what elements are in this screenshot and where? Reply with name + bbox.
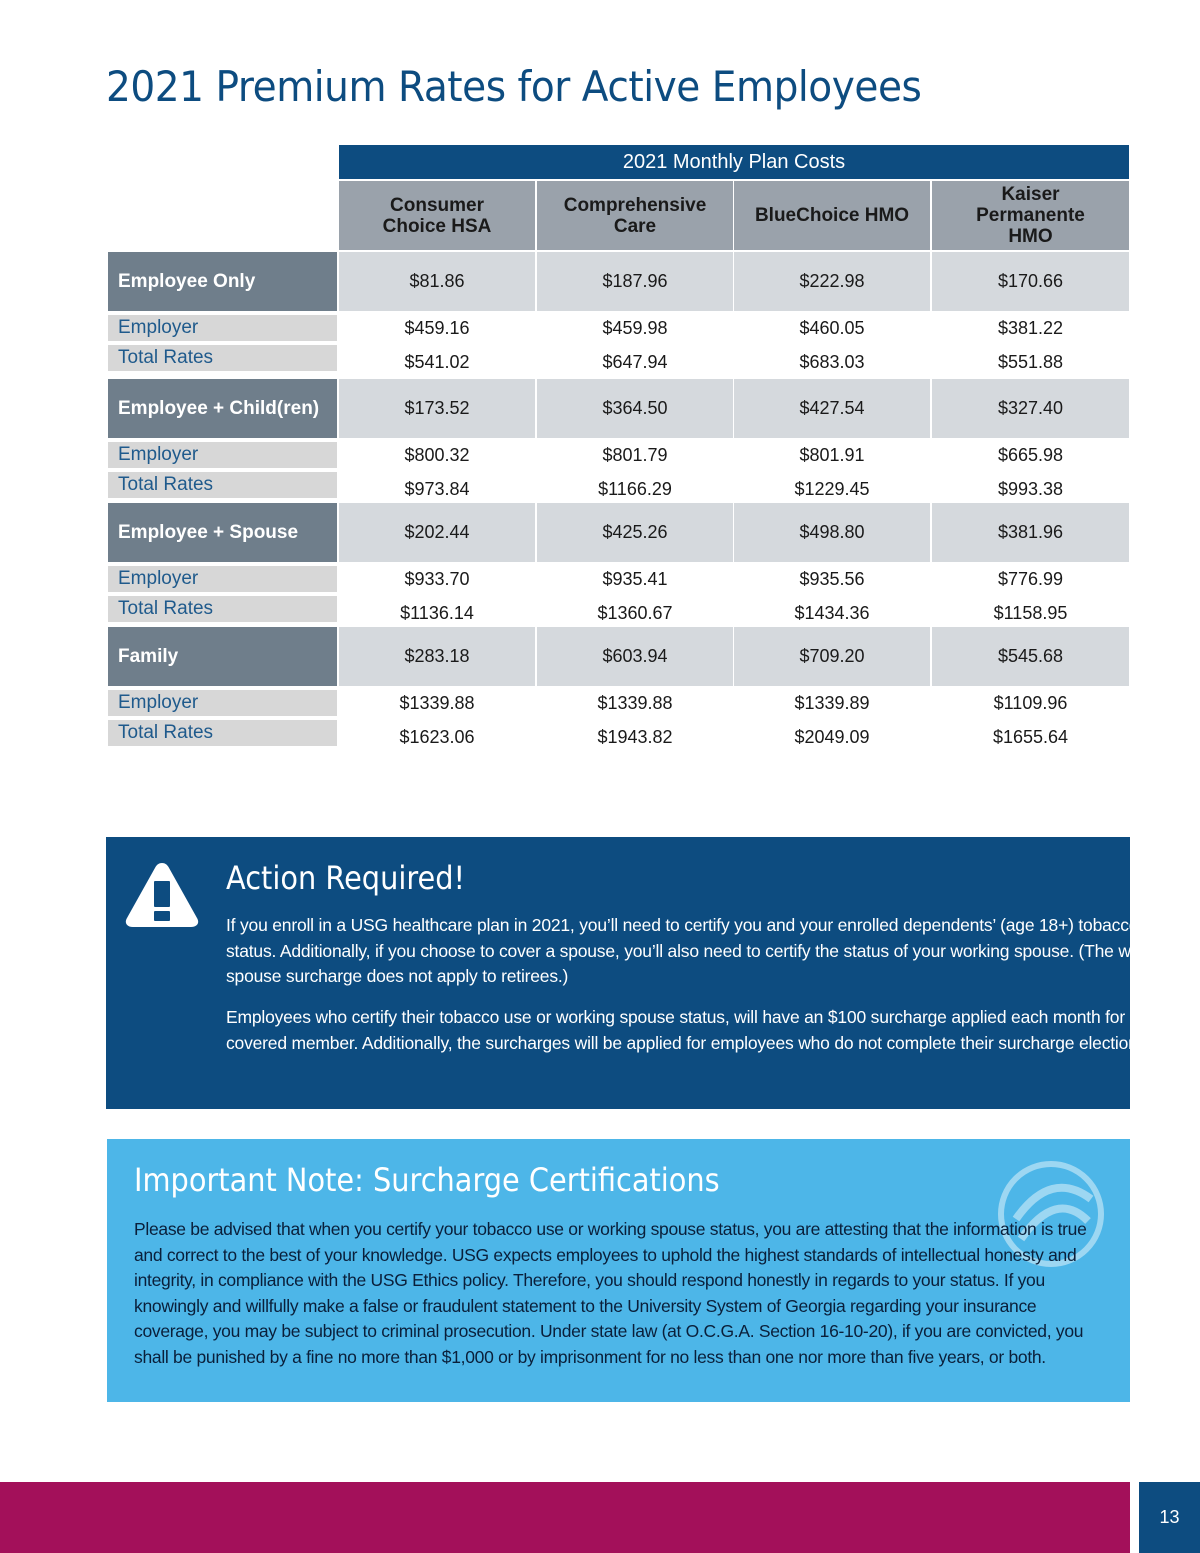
warning-icon [124, 861, 200, 929]
employee-rate-cell: $603.94 [537, 627, 733, 686]
table-band-header: 2021 Monthly Plan Costs [339, 145, 1129, 179]
total-rates-label: Total Rates [108, 720, 337, 746]
coverage-tier-label: Employee Only [108, 252, 337, 311]
employee-rate-cell: $173.52 [339, 379, 535, 438]
employee-rate-cell: $283.18 [339, 627, 535, 686]
employee-rate-cell: $187.96 [537, 252, 733, 311]
total-rate-cell: $1434.36 [794, 602, 870, 623]
total-rate-cell: $993.38 [997, 478, 1064, 499]
note-title: Important Note: Surcharge Certifications [134, 1161, 720, 1199]
total-rate-cell: $551.88 [997, 351, 1064, 372]
total-rate-cell: $1623.06 [399, 726, 475, 747]
employer-rate-cell: $459.98 [602, 317, 668, 338]
coverage-tier-label: Employee + Spouse [108, 503, 337, 562]
column-header: Kaiser Permanente HMO [932, 181, 1129, 250]
column-header: Consumer Choice HSA [339, 181, 535, 250]
employer-rate-cell: $800.32 [404, 444, 470, 465]
employee-rate-cell: $709.20 [734, 627, 930, 686]
total-rate-cell: $1943.82 [597, 726, 673, 747]
employer-rate-cell: $1339.88 [399, 692, 475, 713]
total-rate-cell: $1655.64 [992, 726, 1069, 747]
employer-label: Employer [108, 442, 337, 468]
total-rate-cell: $683.03 [799, 351, 865, 372]
total-rate-cell: $541.02 [404, 351, 470, 372]
page-number: 13 [1139, 1482, 1200, 1553]
page-title: 2021 Premium Rates for Active Employees [106, 62, 922, 111]
column-header: Comprehensive Care [537, 181, 733, 250]
total-rate-cell: $1166.29 [598, 478, 672, 499]
employee-rate-cell: $425.26 [537, 503, 733, 562]
total-rate-cell: $973.84 [404, 478, 470, 499]
employer-rate-cell: $776.99 [997, 568, 1064, 589]
employer-rate-cell: $1339.89 [794, 692, 870, 713]
total-rate-cell: $647.94 [602, 351, 668, 372]
total-rates-label: Total Rates [108, 596, 337, 622]
employee-rate-cell: $545.68 [932, 627, 1129, 686]
action-title: Action Required! [226, 859, 466, 897]
total-rates-label: Total Rates [108, 472, 337, 498]
employer-rate-cell: $381.22 [997, 317, 1064, 338]
coverage-tier-label: Family [108, 627, 337, 686]
employer-rate-cell: $801.79 [602, 444, 668, 465]
coverage-tier-label: Employee + Child(ren) [108, 379, 337, 438]
total-rate-cell: $1229.45 [794, 478, 870, 499]
employer-rate-cell: $1109.96 [993, 692, 1068, 713]
footer-bar [0, 1482, 1130, 1553]
column-header: BlueChoice HMO [734, 181, 930, 250]
employee-rate-cell: $81.86 [339, 252, 535, 311]
total-rate-cell: $1136.14 [400, 602, 474, 623]
employer-label: Employer [108, 315, 337, 341]
employee-rate-cell: $170.66 [932, 252, 1129, 311]
employer-rate-cell: $459.16 [404, 317, 470, 338]
employer-rate-cell: $935.56 [799, 568, 865, 589]
employee-rate-cell: $381.96 [932, 503, 1129, 562]
employer-rate-cell: $665.98 [997, 444, 1064, 465]
total-rate-cell: $1360.67 [597, 602, 673, 623]
employer-label: Employer [108, 690, 337, 716]
total-rate-cell: $2049.09 [794, 726, 870, 747]
employee-rate-cell: $202.44 [339, 503, 535, 562]
employee-rate-cell: $427.54 [734, 379, 930, 438]
employee-rate-cell: $222.98 [734, 252, 930, 311]
action-required-box [106, 837, 1178, 1109]
employer-rate-cell: $935.41 [602, 568, 668, 589]
employee-rate-cell: $364.50 [537, 379, 733, 438]
employee-rate-cell: $327.40 [932, 379, 1129, 438]
employer-rate-cell: $1339.88 [597, 692, 673, 713]
total-rates-label: Total Rates [108, 345, 337, 371]
employer-rate-cell: $460.05 [799, 317, 865, 338]
note-body: Please be advised that when you certify your tobacco use or working spouse status, you are attesting that the information is true and correct to the best of your knowledge. USG expects employees to uphold the highest standards of intellectual honesty and integrity, in compliance with the USG Ethics policy. Therefore, you should respond honestly in regards to your status. If you knowingly and willfully make a false or fraudulent statement to the University System of Georgia regarding your insurance coverage, you may be subject to criminal prosecution. Under state law (at O.C.G.A. Section 16-10-20), if you are convicted, you shall be punished by a fine no more than $1,000 or by imprisonment for no less than one nor more than five years, or both. [134, 1219, 1087, 1367]
important-note-box [107, 1139, 1130, 1402]
employer-rate-cell: $801.91 [799, 444, 865, 465]
action-paragraph-2: Employees who certify their tobacco use or working spouse status, will have an $100 surcharge applied each month for each covered member. Additionally, the surcharges will be applied for employees who do not complete their surcharge elections. [226, 1007, 1167, 1053]
employee-rate-cell: $498.80 [734, 503, 930, 562]
action-paragraph-1: If you enroll in a USG healthcare plan in 2021, you’ll need to certify you and your enrolled dependents’ (age 18+) tobacco user status. Additionally, if you choose to cover a spouse, you’ll also need to certify the status of your working spouse. (The working spouse surcharge does not apply to retirees.) [226, 915, 1178, 986]
total-rate-cell: $1158.95 [993, 602, 1068, 623]
employer-rate-cell: $933.70 [404, 568, 470, 589]
employer-label: Employer [108, 566, 337, 592]
